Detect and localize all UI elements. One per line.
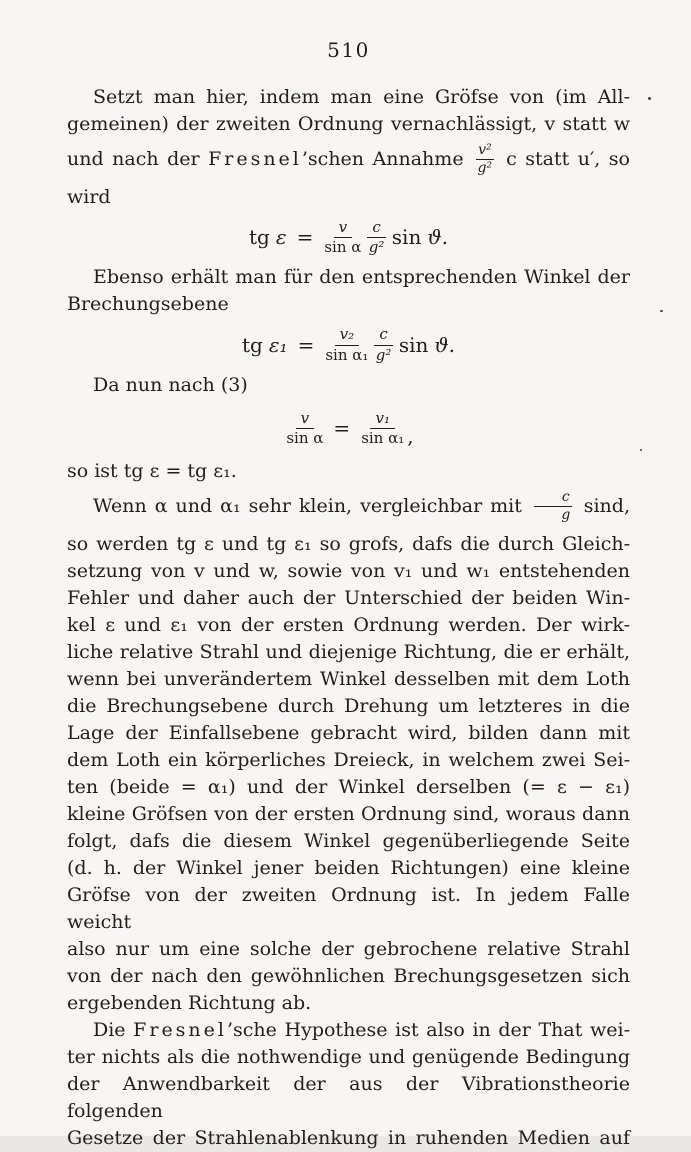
text-line: Brechungsebene	[67, 293, 229, 316]
ink-speck	[648, 97, 651, 100]
text-line: ten (beide = α₁) und der Winkel derselben (= ε − ε₁)	[67, 775, 630, 798]
fraction-numerator: v₁	[370, 410, 395, 429]
equation-sine-ratio	[67, 407, 630, 450]
text-line: ter nichts als die nothwendige und genügende Bedingung	[67, 1045, 630, 1068]
text-segment: und nach der	[67, 147, 209, 170]
fraction-v-sinalpha	[286, 410, 323, 448]
text-line: dem Loth ein körperliches Dreieck, in welchem zwei Sei-	[67, 748, 630, 771]
ink-speck	[660, 310, 663, 312]
text-line	[67, 1017, 630, 1044]
fraction-numerator: c	[534, 490, 572, 507]
text-line: setzung von v und w, sowie von v₁ und w₁ entstehenden	[67, 559, 630, 582]
equals-sign: =	[296, 225, 315, 250]
text-line: Ebenso erhält man für den entsprechenden Winkel der	[93, 266, 630, 289]
fraction-v-sinalpha	[324, 219, 361, 257]
fraction-numerator: v₂	[335, 326, 360, 345]
fraction-v1-sinalpha1	[361, 410, 404, 448]
letterspaced-name-fresnel: Fresnel	[133, 1018, 227, 1041]
inline-fraction-v2-g2	[476, 143, 494, 177]
text-line: so werden tg ε und tg ε₁ so grofs, dafs die durch Gleich-	[67, 532, 630, 555]
equals-sign: =	[297, 332, 316, 357]
text-segment: ’sche Hypothese ist also in der That wei-	[227, 1018, 630, 1041]
fraction-denominator: g	[561, 507, 571, 524]
fraction-denominator: sin α₁	[361, 428, 405, 447]
text-line: Lage der Einfallsebene gebracht wird, bilden dann mit	[67, 721, 630, 744]
text-line: so ist tg ε = tg ε₁.	[67, 459, 237, 482]
text-segment: ’schen Annahme	[301, 147, 473, 170]
text-line: folgt, dafs die diesem Winkel gegenüberliegende Seite	[67, 829, 630, 852]
text-line: (d. h. der Winkel jener beiden Richtungen) eine kleine	[67, 856, 630, 879]
equation-tg-epsilon	[67, 219, 630, 257]
text-line: ergebenden Richtung ab.	[67, 991, 312, 1014]
fraction-c-g2	[374, 326, 392, 364]
text-line: kel ε und ε₁ von der ersten Ordnung werden. Der wirk-	[67, 613, 630, 636]
text-line: die Brechungsebene durch Drehung um letzteres in die	[67, 694, 630, 717]
function-name: tg	[248, 225, 270, 250]
text-segment: Wenn α und α₁ sehr klein, vergleichbar mit	[93, 494, 530, 517]
variable: ε₁	[268, 332, 288, 357]
fraction-numerator: c	[367, 219, 385, 238]
variable: ϑ.	[427, 225, 448, 250]
fraction-v2-sinalpha1	[325, 326, 368, 364]
text-line: Setzt man hier, indem man eine Gröfse von (im All-	[93, 86, 630, 108]
fraction-numerator: v	[334, 219, 352, 238]
fraction-denominator: sin α	[286, 428, 324, 447]
function-name: sin	[398, 332, 429, 357]
text-segment: sind,	[575, 494, 630, 517]
equals-sign: =	[333, 415, 352, 440]
equation-tg-epsilon1	[67, 326, 630, 364]
text-line: Da nun nach (3)	[93, 373, 248, 396]
text-line: also nur um eine solche der gebrochene relative Strahl	[67, 937, 630, 960]
text-line: Gröfse von der zweiten Ordnung ist. In jedem Falle weicht	[67, 883, 630, 933]
fraction-denominator: sin α	[324, 238, 362, 257]
function-name: tg	[241, 332, 263, 357]
fraction-c-g2	[367, 219, 385, 257]
comma: ,	[407, 423, 414, 448]
fraction-denominator: g²	[477, 160, 493, 177]
text-block	[67, 84, 630, 1152]
text-line: von der nach den gewöhnlichen Brechungsgesetzen sich	[67, 964, 630, 987]
text-segment: c statt u′, so	[497, 147, 630, 170]
text-line: kleine Gröfsen von der ersten Ordnung sind, woraus dann	[67, 802, 630, 825]
text-segment: Die	[93, 1018, 134, 1041]
fraction-denominator: g²	[375, 345, 392, 364]
fraction-numerator: v	[296, 410, 314, 429]
text-line: wird	[67, 185, 111, 208]
text-line: der Anwendbarkeit der aus der Vibrationstheorie folgenden	[67, 1072, 630, 1122]
fraction-numerator: v²	[476, 143, 494, 160]
fraction-numerator: c	[374, 326, 392, 345]
text-line: liche relative Strahl und diejenige Richtung, die er erhält,	[67, 640, 630, 663]
variable: ε	[275, 225, 287, 250]
inline-fraction-c-g	[534, 490, 572, 524]
text-line-with-inline-fraction	[67, 485, 630, 531]
letterspaced-name-fresnel: Fresnel	[208, 147, 302, 170]
ink-speck	[640, 449, 642, 451]
text-line-with-inline-fraction	[67, 138, 630, 184]
text-line: Gesetze der Strahlenablenkung in ruhenden Medien auf	[67, 1126, 630, 1149]
variable: ϑ.	[434, 332, 456, 357]
function-name: sin	[391, 225, 422, 250]
fraction-denominator: g²	[368, 238, 385, 257]
page-number: 510	[327, 38, 370, 62]
text-line: wenn bei unverändertem Winkel desselben mit dem Loth	[67, 667, 630, 690]
text-line: Fehler und daher auch der Unterschied der beiden Win-	[67, 586, 630, 609]
text-line: gemeinen) der zweiten Ordnung vernachlässigt, v statt w	[67, 113, 630, 135]
fraction-denominator: sin α₁	[325, 345, 369, 364]
